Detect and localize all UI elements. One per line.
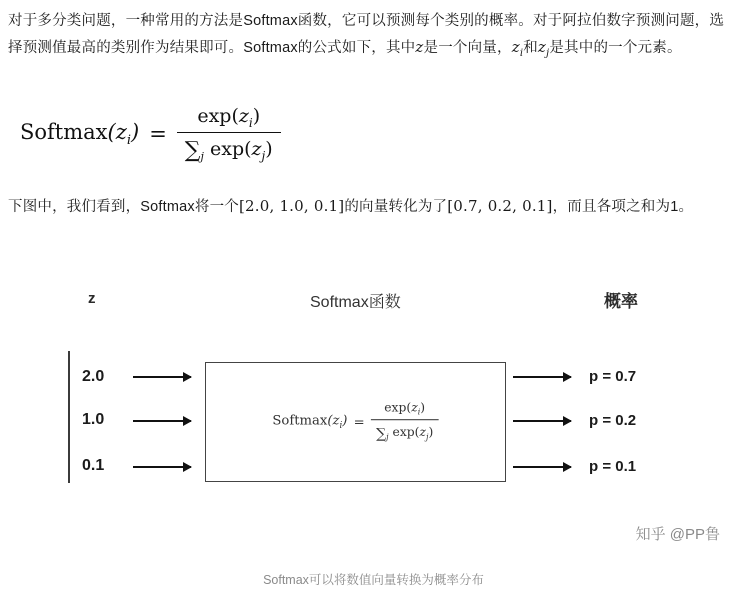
output-value-2: p = 0.1 (589, 458, 637, 475)
formula-equals-sign: = (149, 122, 167, 147)
watermark: 知乎 @PP鲁 (635, 526, 720, 543)
arrow-right-icon (513, 466, 571, 468)
paragraph-example-text-3: ，而且各项之和为1。 (552, 199, 694, 215)
box-formula-denominator: $\sum_j$ $\exp(z_j)$ (376, 425, 434, 443)
box-formula-fraction (371, 401, 439, 442)
box-formula-left-hand-side: $Softmax(z_i)$ (272, 412, 348, 432)
paragraph-intro-text-2: 是一个向量， (423, 40, 512, 56)
arrow-right-icon (513, 420, 571, 422)
paragraph-intro-text-3: 和 (523, 40, 538, 56)
box-formula-equals-sign: = (353, 414, 365, 430)
inline-math-zj: $z_j$ (537, 38, 550, 59)
box-formula-numerator: $\exp(z_i)$ (384, 401, 426, 418)
input-value-2: 0.1 (82, 457, 105, 474)
softmax-formula-display (20, 105, 281, 163)
formula-numerator: $\exp(z_i)$ (197, 105, 261, 130)
paragraph-example-text-1: 下图中，我们看到，Softmax将一个 (8, 199, 239, 215)
inline-math-zi: $z_i$ (511, 38, 524, 59)
input-value-1: 1.0 (82, 411, 105, 428)
arrow-right-icon (133, 376, 191, 378)
formula-denominator: $\sum_j$ $\exp(z_j)$ (184, 138, 273, 164)
arrow-right-icon (513, 376, 571, 378)
softmax-diagram (0, 258, 747, 602)
input-value-0: 2.0 (82, 368, 105, 385)
arrow-right-icon (133, 466, 191, 468)
diagram-input-label: z (88, 290, 96, 307)
output-value-0: p = 0.7 (589, 368, 637, 385)
output-value-1: p = 0.2 (589, 412, 637, 429)
arrow-right-icon (133, 420, 191, 422)
inline-math-z: z (415, 38, 424, 56)
softmax-formula-inside-box (272, 401, 438, 442)
paragraph-example (8, 193, 732, 220)
paragraph-intro-text-1: 对于多分类问题，一种常用的方法是Softmax函数，它可以预测每个类别的概率。对于阿拉伯数字预测问题，选择预测值最高的类别作为结果即可。Softmax的公式如下，其中 (8, 13, 725, 56)
softmax-function-box (205, 362, 506, 482)
figure-caption: Softmax可以将数值向量转换为概率分布 (263, 573, 484, 587)
diagram-output-label: 概率 (604, 292, 638, 311)
formula-left-hand-side: $Softmax(z_i)$ (20, 119, 140, 149)
paragraph-intro (8, 8, 732, 67)
formula-fraction (177, 105, 281, 163)
diagram-function-label: Softmax函数 (310, 294, 401, 311)
paragraph-intro-text-4: 是其中的一个元素。 (549, 40, 682, 56)
input-vector-inline: [2.0, 1.0, 0.1] (239, 197, 345, 215)
output-vector-inline: [0.7, 0.2, 0.1] (447, 197, 553, 215)
input-vector-bracket (68, 351, 70, 483)
paragraph-example-text-2: 的向量转化为了 (344, 199, 448, 215)
